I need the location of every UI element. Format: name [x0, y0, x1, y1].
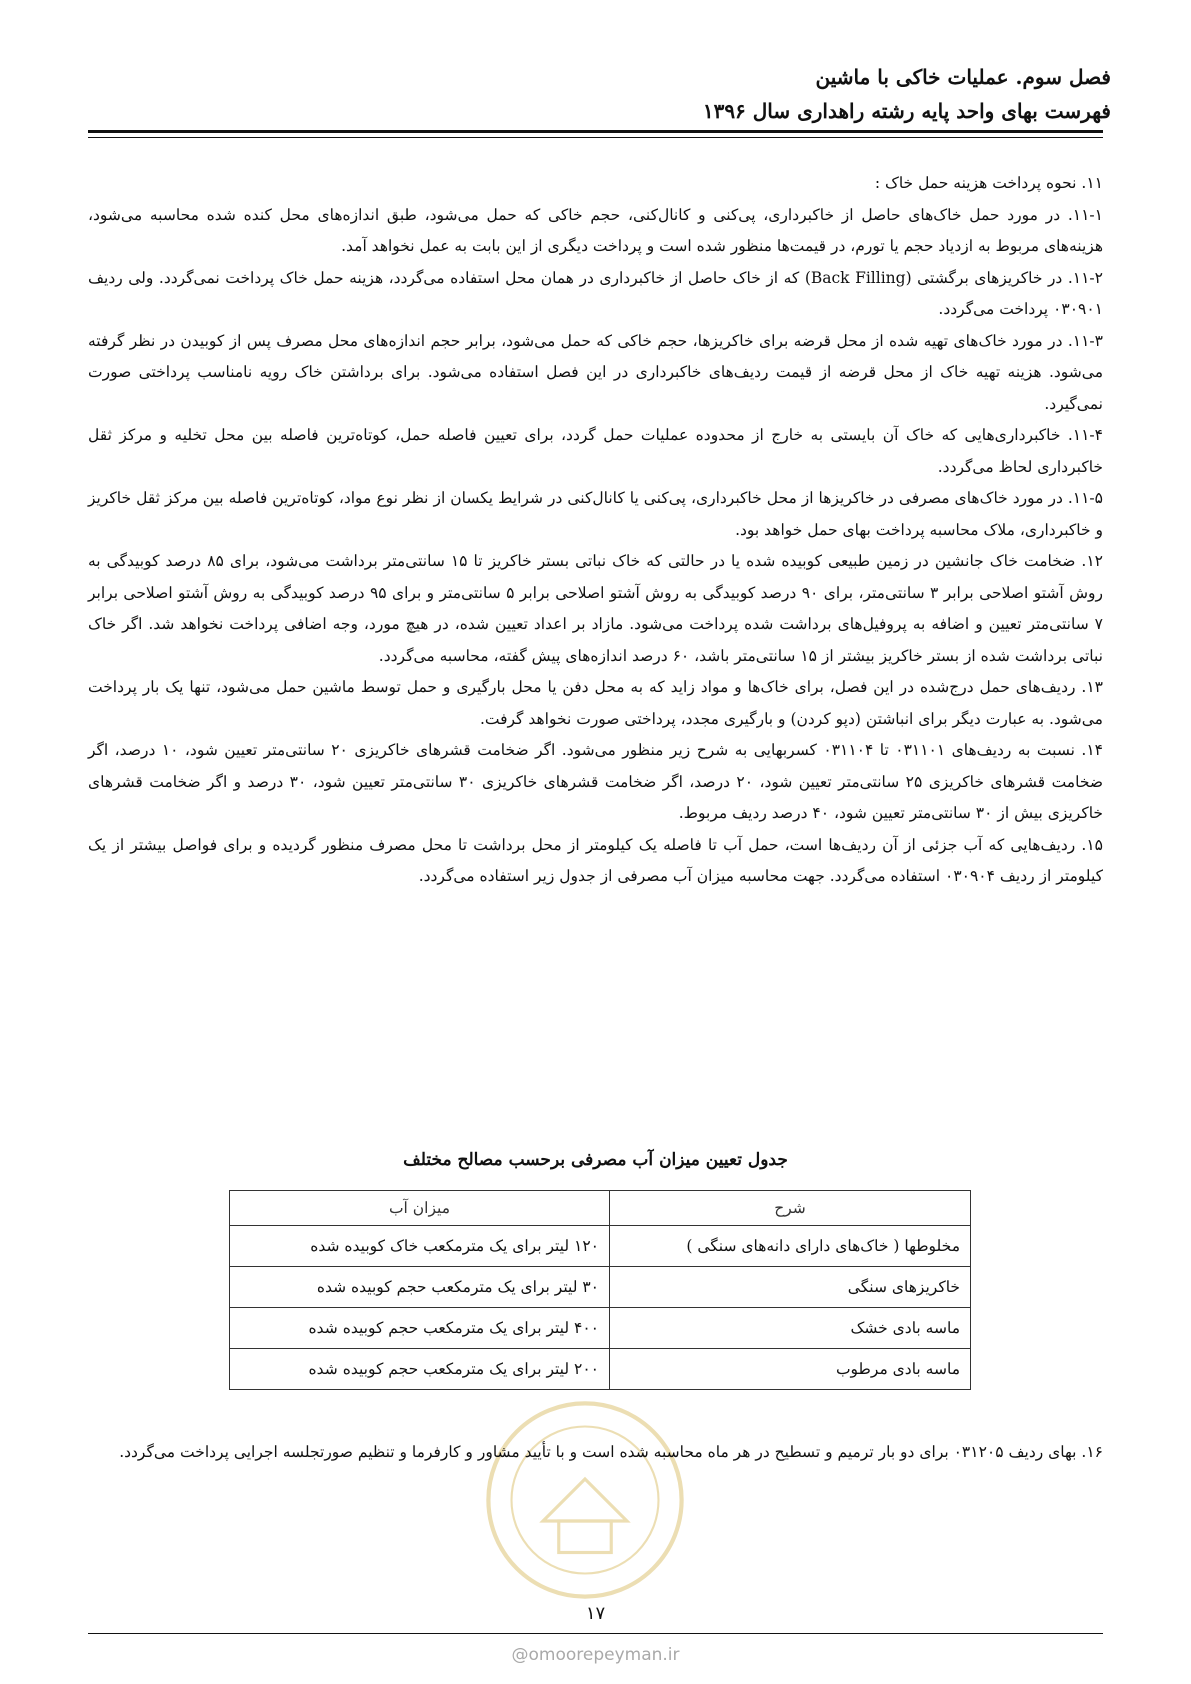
paragraph-15: ۱۵. ردیف‌هایی که آب جزئی از آن ردیف‌ها است، حمل آب تا فاصله یک کیلومتر از محل برداشت تا محل مصرف منظور گردیده و برای فواصل بیشتر از یک کیلومتر از ردیف ۰۳۰۹۰۴ استفاده می‌گردد. جهت محاسبه میزان آب مصرفی از جدول زیر استفاده می‌گردد.	[88, 835, 1103, 885]
table-title: جدول تعیین میزان آب مصرفی برحسب مصالح مختلف	[403, 1150, 788, 1170]
page-header	[80, 60, 1111, 128]
table-row	[230, 1349, 971, 1390]
paragraph-11-3: ۱۱-۳. در مورد خاک‌های تهیه شده از محل قرضه برای خاکریزها، حجم خاکی که حمل می‌شود، برابر حجم اندازه‌های محل مصرف پس از کوبیدن در نظر گرفته می‌شود. هزینه تهیه خاک از محل قرضه از قیمت ردیف‌های خاکبرداری در این فصل استفاده می‌شود. برای برداشتن خاک رویه نامناسب پرداختی صورت نمی‌گیرد.	[88, 331, 1103, 413]
body-text	[88, 168, 1103, 893]
document-title: فهرست بهای واحد پایه رشته راهداری سال ۱۳۹۶	[702, 99, 1111, 123]
table-header-row	[230, 1191, 971, 1226]
chapter-title: فصل سوم. عملیات خاکی با ماشین	[815, 65, 1111, 89]
watermark-text: @omoorepeyman.ir	[511, 1645, 680, 1665]
paragraph-14: ۱۴. نسبت به ردیف‌های ۰۳۱۱۰۱ تا ۰۳۱۱۰۴ کسربهایی به شرح زیر منظور می‌شود. اگر ضخامت قشرهای خاکریزی ۲۰ سانتی‌متر تعیین شود، ۱۰ درصد، اگر ضخامت قشرهای خاکریزی ۲۵ سانتی‌متر تعیین شود، ۲۰ درصد، اگر ضخامت قشرهای خاکریزی ۳۰ سانتی‌متر تعیین شود، ۳۰ درصد و اگر ضخامت قشرهای خاکریزی بیش از ۳۰ سانتی‌متر تعیین شود، ۴۰ درصد ردیف مربوط.	[88, 741, 1103, 822]
column-header-water-amount: میزان آب	[230, 1191, 610, 1226]
header-rule-thick	[88, 130, 1103, 133]
footer-rule	[88, 1633, 1103, 1634]
table-row	[230, 1308, 971, 1349]
table-row	[230, 1267, 971, 1308]
paragraph-11-5: ۱۱-۵. در مورد خاک‌های مصرفی در خاکریزها از محل خاکبرداری، پی‌کنی یا کانال‌کنی در شرایط یکسان از نظر نوع مواد، کوتاه‌ترین فاصله بین مرکز ثقل خاکریز و خاکبرداری، ملاک محاسبه پرداخت بهای حمل خواهد بود.	[88, 489, 1103, 539]
table-cell-description: خاکریزهای سنگی	[610, 1267, 971, 1308]
seal-watermark-icon	[480, 1395, 690, 1605]
paragraph-16-text: ۱۶. بهای ردیف ۰۳۱۲۰۵ برای دو بار ترمیم و تسطیح در هر ماه محاسبه شده است و با تأیید مشاور و کارفرما و تنظیم صورتجلسه اجرایی پرداخت می‌گردد.	[119, 1443, 1103, 1461]
table-cell-water-amount: ۳۰ لیتر برای یک مترمکعب حجم کوبیده شده	[230, 1267, 610, 1308]
header-rule-thin	[88, 137, 1103, 138]
paragraph-11: ۱۱. نحوه پرداخت هزینه حمل خاک :	[874, 174, 1103, 192]
table-cell-description: ماسه بادی خشک	[610, 1308, 971, 1349]
page-number: ۱۷	[585, 1603, 606, 1624]
table-cell-water-amount: ۴۰۰ لیتر برای یک مترمکعب حجم کوبیده شده	[230, 1308, 610, 1349]
paragraph-16	[88, 1435, 1103, 1469]
table-cell-water-amount: ۲۰۰ لیتر برای یک مترمکعب حجم کوبیده شده	[230, 1349, 610, 1390]
paragraph-11-2: ۱۱-۲. در خاکریزهای برگشتی (Back Filling) که از خاک حاصل از خاکبرداری در همان محل استفاده می‌گردد، هزینه حمل خاک پرداخت نمی‌گردد. ولی ردیف ۰۳۰۹۰۱ پرداخت می‌گردد.	[88, 268, 1103, 318]
table-cell-description: ماسه بادی مرطوب	[610, 1349, 971, 1390]
table-cell-water-amount: ۱۲۰ لیتر برای یک مترمکعب خاک کوبیده شده	[230, 1226, 610, 1267]
table-cell-description: مخلوطها ( خاک‌های دارای دانه‌های سنگی )	[610, 1226, 971, 1267]
paragraph-11-4: ۱۱-۴. خاکبرداری‌هایی که خاک آن بایستی به خارج از محدوده عملیات حمل گردد، برای تعیین فاصله حمل، کوتاه‌ترین فاصله بین محل تخلیه و مرکز ثقل خاکبرداری لحاظ می‌گردد.	[88, 426, 1103, 476]
paragraph-12: ۱۲. ضخامت خاک جانشین در زمین طبیعی کوبیده شده یا در حالتی که خاک نباتی بستر خاکریز تا ۱۵ سانتی‌متر برداشت می‌شود، برای ۸۵ درصد کوبیدگی به روش آشتو اصلاحی برابر ۳ سانتی‌متر، برای ۹۰ درصد کوبیدگی به روش آشتو اصلاحی برابر ۵ سانتی‌متر و برای ۹۵ درصد کوبیدگی به روش آشتو اصلاحی برابر ۷ سانتی‌متر تعیین و اضافه به پروفیل‌های برداشت شده پرداخت می‌شود. مازاد بر اعداد تعیین شده، در هیچ مورد، وجه اضافی پرداخت نخواهد شد. اگر خاک نباتی برداشت شده از بستر خاکریز بیشتر از ۱۵ سانتی‌متر باشد، ۶۰ درصد اندازه‌های پیش گفته، محاسبه می‌گردد.	[88, 552, 1103, 665]
paragraph-11-1: ۱۱-۱. در مورد حمل خاک‌های حاصل از خاکبرداری، پی‌کنی و کانال‌کنی، حجم خاکی که حمل می‌شود، طبق اندازه‌های محل کنده شده محاسبه می‌شود، هزینه‌های مربوط به ازدیاد حجم یا تورم، در قیمت‌ها منظور شده است و پرداخت دیگری از این بابت به عمل نخواهد آمد.	[88, 205, 1103, 255]
paragraph-13: ۱۳. ردیف‌های حمل درج‌شده در این فصل، برای خاک‌ها و مواد زاید که به محل دفن یا محل بارگیری و حمل توسط ماشین حمل می‌شود، تنها یک بار پرداخت می‌شود. به عبارت دیگر برای انباشتن (دپو کردن) و بارگیری مجدد، پرداختی صورت نخواهد گرفت.	[88, 678, 1103, 728]
water-consumption-table	[229, 1190, 971, 1390]
table-row	[230, 1226, 971, 1267]
column-header-description: شرح	[610, 1191, 971, 1226]
